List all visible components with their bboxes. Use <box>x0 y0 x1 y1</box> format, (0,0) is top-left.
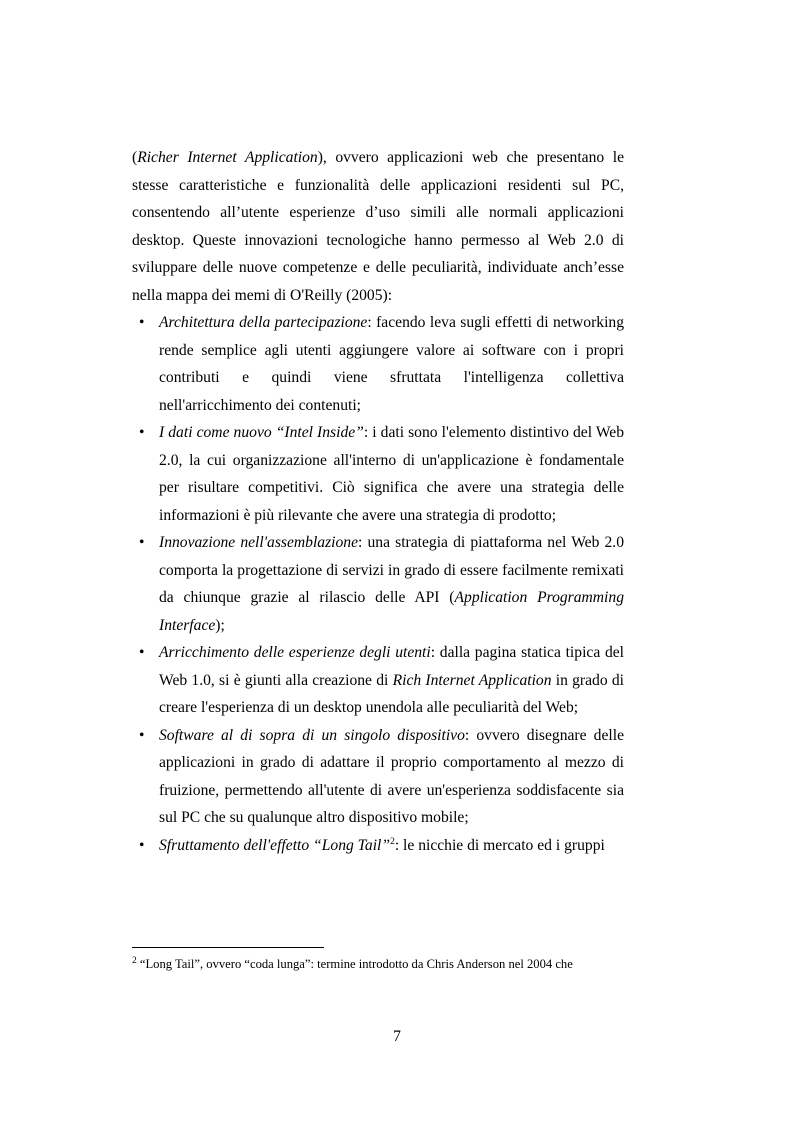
intro-term: Richer Internet Application <box>137 149 318 166</box>
item-italic-term: Rich Internet Application <box>392 671 552 689</box>
item-italic-term: Application Programming Interface <box>159 589 624 634</box>
item-title: Innovazione nell'assemblazione <box>159 534 359 551</box>
item-title: Architettura della partecipazione <box>159 314 368 331</box>
footnote-ref[interactable]: 2 <box>390 836 395 847</box>
list-item <box>132 832 624 860</box>
footnote-divider <box>132 947 324 948</box>
intro-text: ), ovvero applicazioni web che presentano le stesse caratteristiche e funzionalità delle applicazioni residenti sul PC, consentendo all’utente esperienze d’uso simili alle normali applicazioni desktop. Queste innovazioni tecnologiche hanno permesso al Web 2.0 di sviluppare delle nuove competenze e delle peculiarità, individuate anch’esse nella mappa dei memi di O'Reilly (2005): <box>132 149 624 304</box>
item-text-end: ); <box>215 616 225 634</box>
item-text: : ovvero disegnare delle applicazioni in grado di adattare il proprio comportamento al mezzo di fruizione, permettendo all'utente di avere un'esperienza soddisfacente sia sul PC che su qualunque altro dispositivo mobile; <box>159 726 624 826</box>
open-paren: ( <box>132 149 138 166</box>
item-title: Sfruttamento dell'effetto “Long Tail” <box>159 836 391 854</box>
item-text-end: in grado di creare l'esperienza di un desktop unendola alle peculiarità del Web; <box>159 671 624 716</box>
item-title: Software al di sopra di un singolo dispositivo <box>159 726 465 744</box>
item-text: : dalla pagina statica tipica del Web 1.0, si è giunti alla creazione di <box>159 644 624 689</box>
item-text: : le nicchie di mercato ed i gruppi <box>394 836 605 854</box>
item-text: : i dati sono l'elemento distintivo del Web 2.0, la cui organizzazione all'interno di un'applicazione è fondamentale per risultare competitivi. Ciò significa che avere una strategia delle informazioni è più rilevante che avere una strategia di prodotto; <box>159 424 625 524</box>
footnote-marker: 2 <box>132 955 137 966</box>
intro-paragraph <box>132 144 624 309</box>
item-text: : facendo leva sugli effetti di networking rende semplice agli utenti aggiungere valore ai software con i propri contributi e quindi viene sfruttata l'intelligenza collettiva nell'arricchimento dei contenuti; <box>159 314 624 414</box>
main-text <box>132 144 624 859</box>
list-item <box>132 722 624 832</box>
list-item <box>132 309 624 419</box>
item-title: Arricchimento delle esperienze degli utenti <box>159 644 431 661</box>
footnote <box>132 955 624 973</box>
footnote-text: “Long Tail”, ovvero “coda lunga”: termine introdotto da Chris Anderson nel 2004 che <box>136 957 573 971</box>
list-item <box>132 529 624 639</box>
list-item <box>132 419 624 529</box>
list-item <box>132 639 624 722</box>
item-text: : una strategia di piattaforma nel Web 2.0 comporta la progettazione di servizi in grado di essere facilmente remixati da chiunque grazie al rilascio delle API ( <box>159 534 625 606</box>
features-list <box>132 309 624 859</box>
item-title: I dati come nuovo “Intel Inside” <box>159 424 364 441</box>
page-number: 7 <box>393 1028 401 1045</box>
